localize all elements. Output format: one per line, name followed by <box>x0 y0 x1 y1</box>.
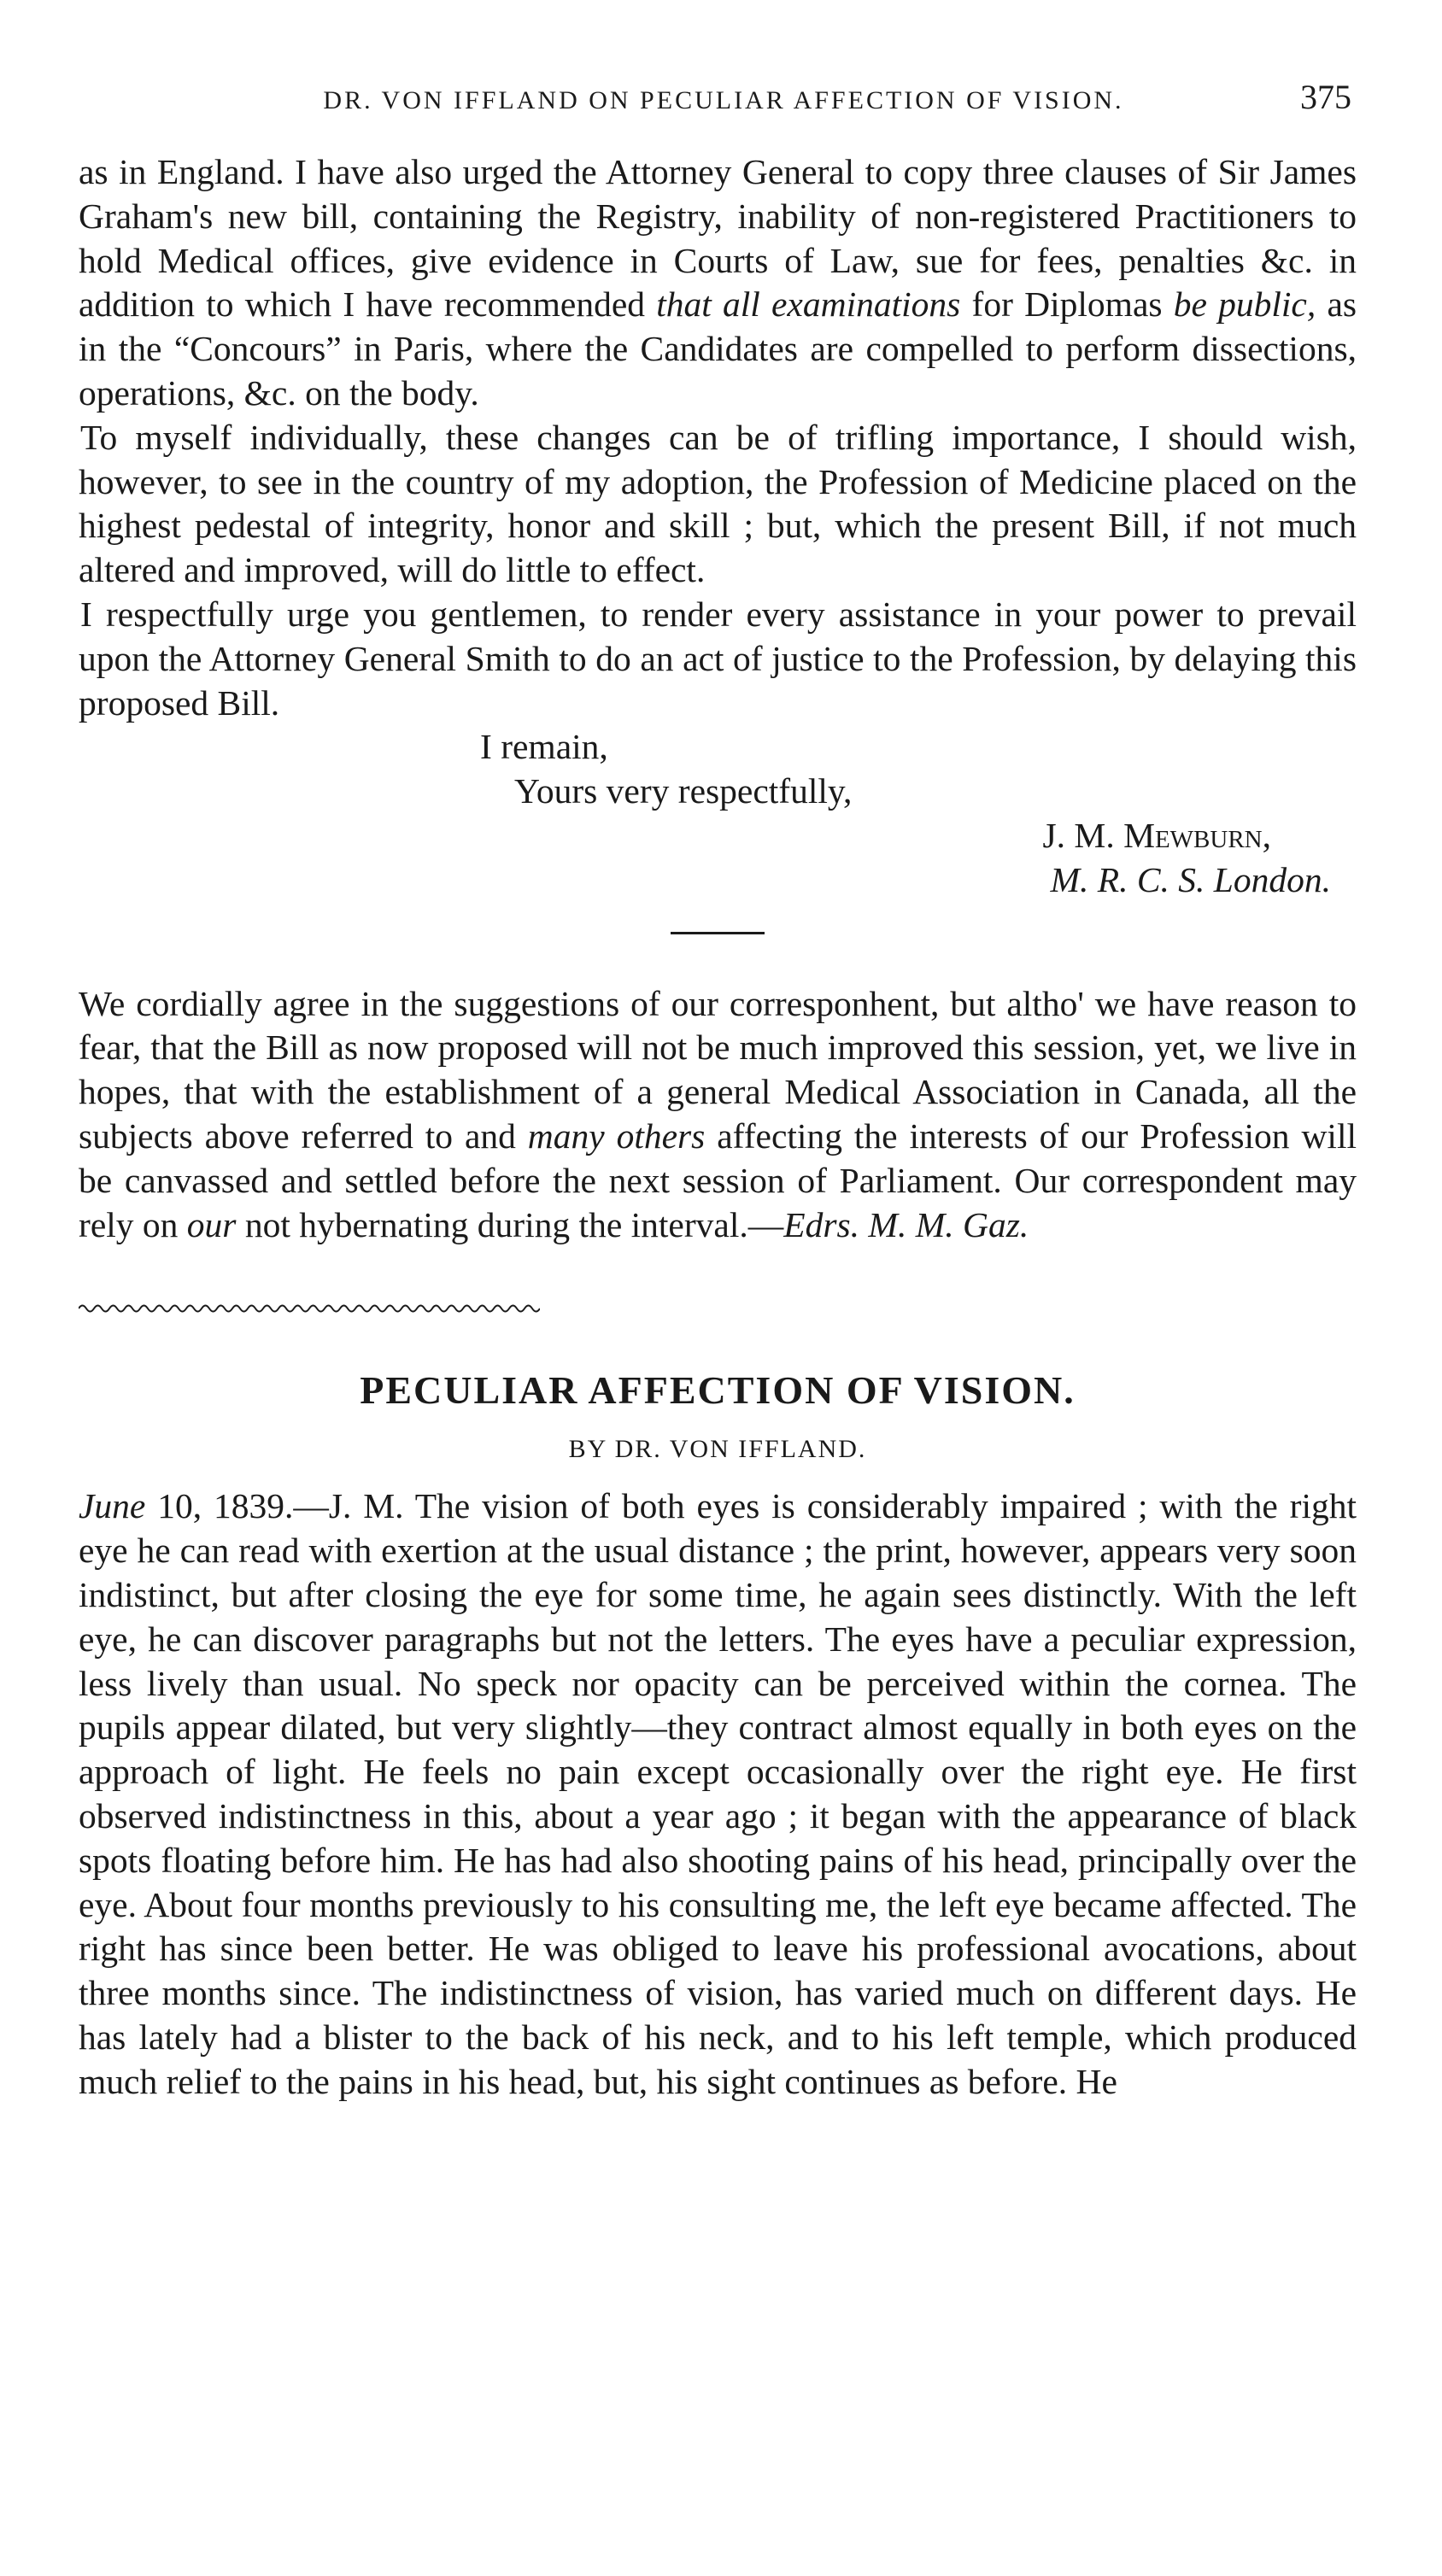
editors-note-italic-2: our <box>186 1204 237 1244</box>
section-divider-rule <box>671 932 765 934</box>
letter-paragraph-1 <box>79 150 1357 416</box>
article-title: PECULIAR AFFECTION OF VISION. <box>360 1368 1076 1413</box>
letter-paragraph-1-mid: for Diplomas <box>971 284 1163 325</box>
page-number: 375 <box>1300 78 1351 116</box>
editors-signature: Edrs. M. M. Gaz. <box>783 1204 1029 1244</box>
letter-paragraph-1-italic-2: be public, <box>1173 284 1316 325</box>
editors-note-italic-1: many others <box>527 1115 706 1156</box>
editors-note-text-1: We cordially agree in the suggestions of our corresponhent, but altho' we have reason to fear, that the Bill as now proposed will not be much improved this session, yet, we live in hopes, that with the establishment of a general Medical Association in Canada, all the subjects above referred to and <box>79 983 1357 1156</box>
signature-degree: M. R. C. S. London. <box>1050 859 1331 899</box>
letter-closing <box>79 725 1357 814</box>
article-body-text: The vision of both eyes is considerably impaired ; with the right eye he can read with exertion at the usual distance ; the print, however, appears very soon indistinct, but after closing the eye for some time, he again sees distinctly. With the left eye, he can discover paragraphs but not the letters. The eyes have a peculiar expression, less lively than usual. No speck nor opacity can be perceived within the cornea. The pupils appear dilated, but very slightly—they contract almost equally in both eyes on the approach of light. He feels no pain except occasionally over the right eye. He first observed indistinctness in this, about a year ago ; it began with the appearance of black spots floating before him. He has had also shooting pains of his head, principally over the eye. About four months previously to his consulting me, the left eye became affected. The right has since been better. He was obliged to leave his professional avocations, about three months since. The indistinctness of vision, has varied much on different days. He has lately had a blister to the back of his neck, and to his left temple, which produced much relief to the pains in his head, but, his sight continues as before. He <box>79 1486 1357 2101</box>
letter-paragraph-3: I respectfully urge you gentlemen, to render every assistance in your power to prevail upon the Attorney General Smith to do an act of justice to the Profession, by delaying this proposed Bill. <box>79 594 1357 723</box>
article-date: 10, 1839.—J. M. <box>157 1486 404 1526</box>
journal-page <box>79 77 1357 2104</box>
editors-note-text-2: affecting the interests of our Profession will be canvassed and settled before the next session of Parliament. Our correspondent may rely on <box>79 1115 1357 1244</box>
wavy-divider <box>79 1300 540 1317</box>
letter-paragraph-1-end: as in the “Concours” in Paris, where the Candidates are compelled to perform dissections, operations, &c. on the body. <box>79 284 1357 413</box>
closing-remain: I remain, <box>480 727 608 767</box>
letter-signature <box>79 814 1357 903</box>
letter-paragraph-1-text: as in England. I have also urged the Attorney General to copy three clauses of Sir James Graham's new bill, containing the Registry, inability of non-registered Practitioners to hold Medical offices, give evidence in Courts of Law, sue for fees, penalties &c. in addition to which I have recommended <box>79 152 1357 325</box>
article-dateline: June <box>79 1486 146 1526</box>
closing-yours: Yours very respectfully, <box>514 771 853 811</box>
letter-paragraph-2: To myself individually, these changes can be of trifling importance, I should wish, however, to see in the country of my adoption, the Profession of Medicine placed on the highest pedestal of integrity, honor and skill ; but, which the present Bill, if not much altered and improved, will do little to effect. <box>79 417 1357 590</box>
letter-paragraph-1-italic: that all examinations <box>656 284 961 325</box>
running-title: DR. VON IFFLAND ON PECULIAR AFFECTION OF VISION. <box>323 86 1124 114</box>
signature-name: J. M. Mewburn, <box>1042 815 1271 855</box>
editors-note-text-3: not hybernating during the interval.— <box>244 1204 784 1244</box>
running-head <box>79 77 1357 125</box>
article-body <box>79 1484 1357 2104</box>
editors-note <box>79 982 1357 1248</box>
article-byline: BY DR. VON IFFLAND. <box>568 1435 867 1464</box>
